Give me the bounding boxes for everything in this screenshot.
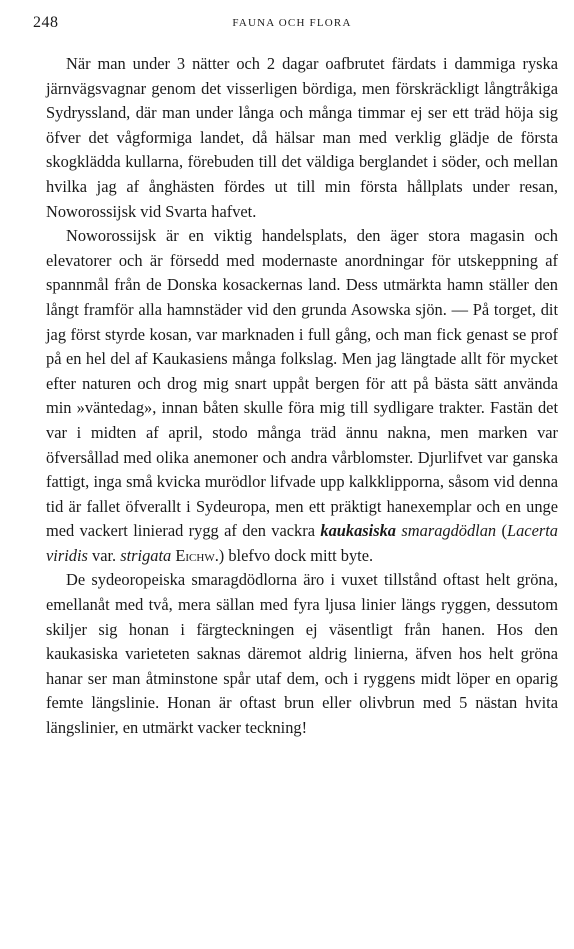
paragraph-2 (46, 224, 558, 568)
page-header (33, 14, 551, 38)
species-name-kaukasiska: kaukasiska (320, 521, 396, 541)
paragraph-2-text-b: ) blefvo dock mitt byte. (218, 545, 374, 565)
var-word: var. (92, 545, 117, 565)
body-text (46, 52, 558, 741)
paragraph-1: När man under 3 nätter och 2 dagar oafbrutet färdats i dammiga ryska järnvägsvagnar genom det visserligen bördiga, men förskräckligt långtråkiga Sydryssland, där man under långa och många timmar ej ser ett träd höja sig öfver det vågformiga landet, då hälsar man med verklig glädje de första skogklädda kullarna, förebuden till det väldiga berglandet i söder, och mellan hvilka jag af ånghästen fördes ut till min första hållplats under resan, Noworossijsk vid Svarta hafvet. (46, 54, 558, 221)
species-name-strigata: strigata (120, 545, 172, 565)
author-name: Eichw. (175, 545, 219, 565)
page-number: 248 (33, 14, 59, 31)
species-name-smaragdodlan: smaragdödlan (401, 521, 497, 541)
running-head: FAUNA OCH FLORA (232, 17, 352, 29)
paren-open: ( (501, 521, 507, 541)
species-name-lacerta: Lacerta viridis (46, 521, 558, 565)
paragraph-2-text-a: Noworossijsk är en viktig handelsplats, den äger stora magasin och elevatorer och är försedd med modernaste anordningar för utskeppning af spannmål från de Donska kosackernas land. Dess utmärkta hamn ställer den långt framför alla hamnstäder vid den grunda Asowska sjön. — På torget, dit jag först styrde kosan, var marknaden i full gång, och man fick genast se prof på en hel del af Kaukasiens många folkslag. Men jag längtade allt för mycket efter naturen och drog mig snart uppåt bergen för att på bästa sätt använda min »väntedag», innan båten skulle föra mig till sydligare trakter. Fastän det var i midten af april, stodo många träd ännu nakna, men marken var öfversållad med olika anemoner och andra vårblomster. Djurlifvet var ganska fattigt, inga små kvicka murödlor lifvade upp kalkklipporna, såsom vid denna tid är fallet öfverallt i Sydeuropa, men ett präktigt hanexemplar och en unge med vackert linierad rygg af den vackra (46, 226, 558, 541)
paragraph-3: De sydeoropeiska smaragdödlorna äro i vuxet tillstånd oftast helt gröna, emellanåt med två, mera sällan med fyra ljusa linier längs ryggen, dessutom skiljer sig honan i färgteckningen ej väsentligt från hanen. Hos den kaukasiska varieteten saknas däremot aldrig linierna, äfven hos helt gröna hanar ser man åtminstone spår utaf dem, och i ryggens midt löper en oparig femte längslinie. Honan är oftast brun eller olivbrun med 5 nästan hvita längslinier, en utmärkt vacker teckning! (46, 570, 558, 738)
